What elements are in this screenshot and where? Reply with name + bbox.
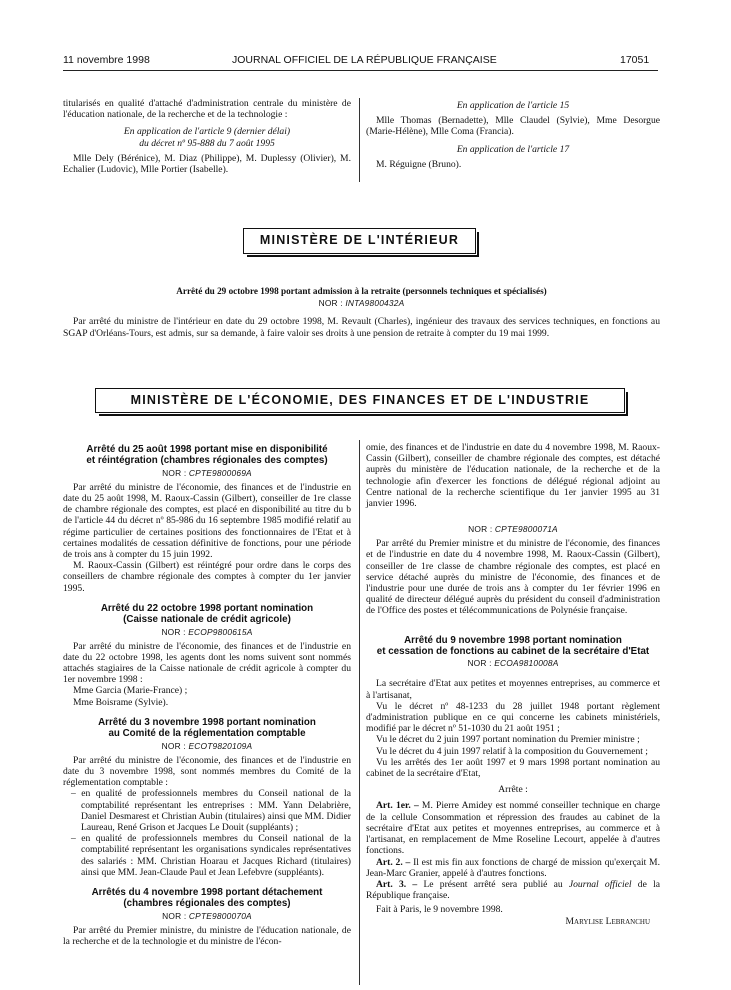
- arrete-9-novembre-nor: NOR : ECOA9810008A: [467, 658, 559, 669]
- arrete-9-novembre-p5: Vu les arrêtés des 1er août 1997 et 9 mars 1998 portant nomination au cabinet de la secrétaire d'Etat,: [366, 756, 660, 780]
- article9-heading: En application de l'article 9 (dernier délai): [123, 126, 291, 138]
- arrete-3-novembre: [63, 717, 351, 878]
- ministry-economy-title: MINISTÈRE DE L'ÉCONOMIE, DES FINANCES ET DE L'INDUSTRIE: [130, 393, 590, 407]
- signature: Marylise Lebranchu: [565, 915, 650, 927]
- arrete-4-novembre-p1-start: Par arrêté du Premier ministre, du ministre de l'éducation nationale, de la recherche et de la technologie et du ministre de l'écon-: [63, 924, 351, 947]
- arrete-22-octobre-nor: NOR : ECOP9800615A: [161, 626, 253, 637]
- arrete-3-novembre-title-2: au Comité de la réglementation comptable: [108, 728, 306, 740]
- interior-nor-code: INTA9800432A: [345, 298, 405, 309]
- arrete-22-octobre-title-1: Arrêté du 22 octobre 1998 portant nomination: [100, 602, 314, 614]
- arrete-4-novembre-p2: Par arrêté du Premier ministre et du ministre de l'économie, des finances et de l'industrie en date du 4 novembre 1998, M. Raoux-Cassin (Gilbert), conseiller de 1re classe de chambre régionale des comptes, est placé en service détaché auprès du ministre de l'économie, des finances et de l'industrie pour une durée de trois ans à compter du 1er février 1996 en qualité de directeur délégué auprès du président du conseil d'administration de l'Office des postes et télécommunications de Polynésie française.: [366, 538, 660, 617]
- interior-arrete-text: Par arrêté du ministre de l'intérieur en date du 29 octobre 1998, M. Revault (Charles), ingénieur des travaux des services techniques, en fonctions au SGAP d'Orléans-Tours, est admis, sur sa demande, à faire valoir ses droits à une pension de retraite à compter du 19 mai 1999.: [63, 316, 660, 339]
- arrete-9-novembre: [366, 635, 660, 927]
- arrete-3-novembre-p1: Par arrêté du ministre de l'économie, des finances et de l'industrie en date du 3 novembre 1998, sont nommés membres du Comité de la réglementation comptable :: [63, 754, 351, 789]
- arrete-3-novembre-title-1: Arrêté du 3 novembre 1998 portant nomination: [98, 716, 316, 728]
- arrete-4-novembre-title-1: Arrêtés du 4 novembre 1998 portant détachement: [91, 886, 323, 898]
- arrete-4-novembre-p1-continued: omie, des finances et de l'industrie en date du 4 novembre 1998, M. Raoux-Cassin (Gilbert), conseiller de chambre régionale des comptes, est détaché auprès du ministère de l'éducation nationale, de la recherche et de la technologie afin d'exercer les fonctions de délégué régional adjoint au Centre national de la recherche scientifique du 1er janvier 1995 au 31 janvier 1996.: [366, 442, 660, 510]
- arrete-22-octobre: [63, 603, 351, 708]
- header-page-number: 17051: [620, 54, 650, 66]
- list-item: – en qualité de professionnels membres du Conseil national de la comptabilité représentant les entreprises : MM. Yann Delabrière, Daniel Desmarest et Christian Aubin (titulaires) ainsi que MM. Didier Laureau, René Grison et Jacques Le Douit (suppléants) ;: [71, 788, 351, 833]
- arrete-25-aout-title-1: Arrêté du 25 août 1998 portant mise en disponibilité: [86, 444, 328, 455]
- arrete-4-novembre-nor-2: NOR : CPTE9800071A: [468, 524, 558, 535]
- arrete-22-octobre-p1: Par arrêté du ministre de l'économie, des finances et de l'industrie en date du 22 octobre 1998, les agents dont les noms suivent sont nommés attachés stagiaires de la Caisse nationale de crédit agricole à compter du 1er novembre 1998 :: [63, 640, 351, 686]
- arrete-25-aout-title-2: et réintégration (chambres régionales des comptes): [86, 455, 328, 467]
- article15-names: Mlle Thomas (Bernadette), Mlle Claudel (Sylvie), Mme Desorgue (Marie-Hélène), Mlle Coma (Francia).: [366, 115, 660, 138]
- arrete-22-octobre-name-2: Mme Boisrame (Sylvie).: [73, 696, 169, 708]
- arrete-25-aout: [63, 444, 351, 594]
- arrete-9-novembre-article-2: Art. 2. – Il est mis fin aux fonctions de chargé de mission qu'exerçait M. Jean-Marc Granier, appelé à d'autres fonctions.: [366, 856, 660, 879]
- arrete-9-novembre-p2: Vu le décret nº 48-1233 du 28 juillet 1948 portant règlement d'administration publique en ce qui concerne les cabinets ministériels, modifié par le décret nº 51-1030 du 21 août 1951 ;: [366, 700, 660, 735]
- arrete-9-novembre-arrete: Arrête :: [498, 784, 528, 796]
- arrete-9-novembre-article-3: Art. 3. – Le présent arrêté sera publié au Journal officiel de la République française.: [366, 878, 660, 902]
- header-rule: [63, 70, 658, 71]
- economy-right-column: [366, 442, 660, 927]
- arrete-4-novembre: [63, 887, 351, 947]
- arrete-9-novembre-article-1: Art. 1er. – M. Pierre Amidey est nommé conseiller technique en charge de la cellule Consommation et répression des fraudes au cabinet de la secrétaire d'Etat aux petites et moyennes entreprises, au commerce et à l'artisanat, en remplacement de Mme Roseline Lecourt, appelée à d'autres fonctions.: [366, 800, 660, 857]
- economy-left-column: [63, 444, 351, 947]
- article17-heading: En application de l'article 17: [456, 143, 570, 155]
- interior-nor: NOR : INTA9800432A: [318, 298, 405, 309]
- article15-heading: En application de l'article 15: [456, 100, 570, 111]
- top-left-column: [63, 98, 351, 175]
- arrete-9-novembre-title-2: et cessation de fonctions au cabinet de la secrétaire d'Etat: [376, 646, 650, 658]
- arrete-9-novembre-p4: Vu le décret du 4 juin 1997 relatif à la composition du Gouvernement ;: [376, 745, 648, 757]
- arrete-22-octobre-title-2: (Caisse nationale de crédit agricole): [123, 614, 291, 626]
- arrete-25-aout-nor: NOR : CPTE9800069A: [162, 467, 252, 478]
- arrete-9-novembre-p1: La secrétaire d'Etat aux petites et moyennes entreprises, au commerce et à l'artisanat,: [366, 678, 660, 701]
- top-right-column: [366, 100, 660, 170]
- ministry-economy-box: [95, 388, 625, 413]
- arrete-25-aout-p1: Par arrêté du ministre de l'économie, des finances et de l'industrie en date du 25 août 1998, M. Raoux-Cassin (Gilbert), conseiller de 1re classe de chambre régionale des comptes, est placé en disponibilité au titre du b de l'article 44 du décret nº 85-986 du 16 septembre 1985 modifié relatif au régime particulier de certaines positions des fonctionnaires de l'Etat et à certaines modalités de cessation définitive de fonctions, pour une période de trois ans à compter du 15 juin 1992.: [63, 481, 351, 561]
- header-date: 11 novembre 1998: [63, 54, 150, 66]
- arrete-9-novembre-done: Fait à Paris, le 9 novembre 1998.: [376, 904, 503, 916]
- arrete-9-novembre-p3: Vu le décret du 2 juin 1997 portant nomination du Premier ministre ;: [376, 734, 640, 746]
- header-journal-title: JOURNAL OFFICIEL DE LA RÉPUBLIQUE FRANÇAISE: [232, 54, 497, 66]
- arrete-22-octobre-name-1: Mme Garcia (Marie-France) ;: [73, 685, 188, 697]
- top-column-divider: [359, 98, 360, 182]
- arrete-3-novembre-list: [63, 788, 351, 878]
- arrete-4-novembre-nor-1: NOR : CPTE9800070A: [162, 910, 252, 921]
- arrete-25-aout-p2: M. Raoux-Cassin (Gilbert) est réintégré pour ordre dans le corps des conseillers de chambre régionale des comptes à compter du 1er janvier 1995.: [63, 560, 351, 594]
- list-item: – en qualité de professionnels membres du Conseil national de la comptabilité représentant les organisations syndicales représentatives des salariés : MM. Christian Hoarau et Jacques Richard (titulaires) ainsi que MM. Jean-Claude Paul et Jean Lefebvre (suppléants).: [71, 833, 351, 878]
- economy-column-divider: [359, 440, 360, 985]
- arrete-4-novembre-title-2: (chambres régionales des comptes): [123, 898, 291, 910]
- top-intro-text: titularisés en qualité d'attaché d'administration centrale du ministère de l'éducation nationale, de la recherche et de la technologie :: [63, 98, 351, 121]
- arrete-3-novembre-nor: NOR : ECOT9820109A: [161, 740, 253, 751]
- interior-arrete-title: Arrêté du 29 octobre 1998 portant admission à la retraite (personnels techniques et spécialisés): [176, 286, 547, 296]
- arrete-9-novembre-title-1: Arrêté du 9 novembre 1998 portant nomination: [404, 634, 622, 646]
- article17-names: M. Réguigne (Bruno).: [376, 158, 462, 170]
- interior-arrete: [63, 286, 660, 339]
- ministry-interior-title: MINISTÈRE DE L'INTÉRIEUR: [259, 233, 460, 247]
- ministry-interior-box: [243, 228, 476, 254]
- article9-names: Mlle Dely (Bérénice), M. Diaz (Philippe), M. Duplessy (Olivier), M. Echalier (Ludovic), Mlle Portier (Isabelle).: [63, 152, 351, 176]
- article9-subheading: du décret nº 95-888 du 7 août 1995: [139, 137, 275, 149]
